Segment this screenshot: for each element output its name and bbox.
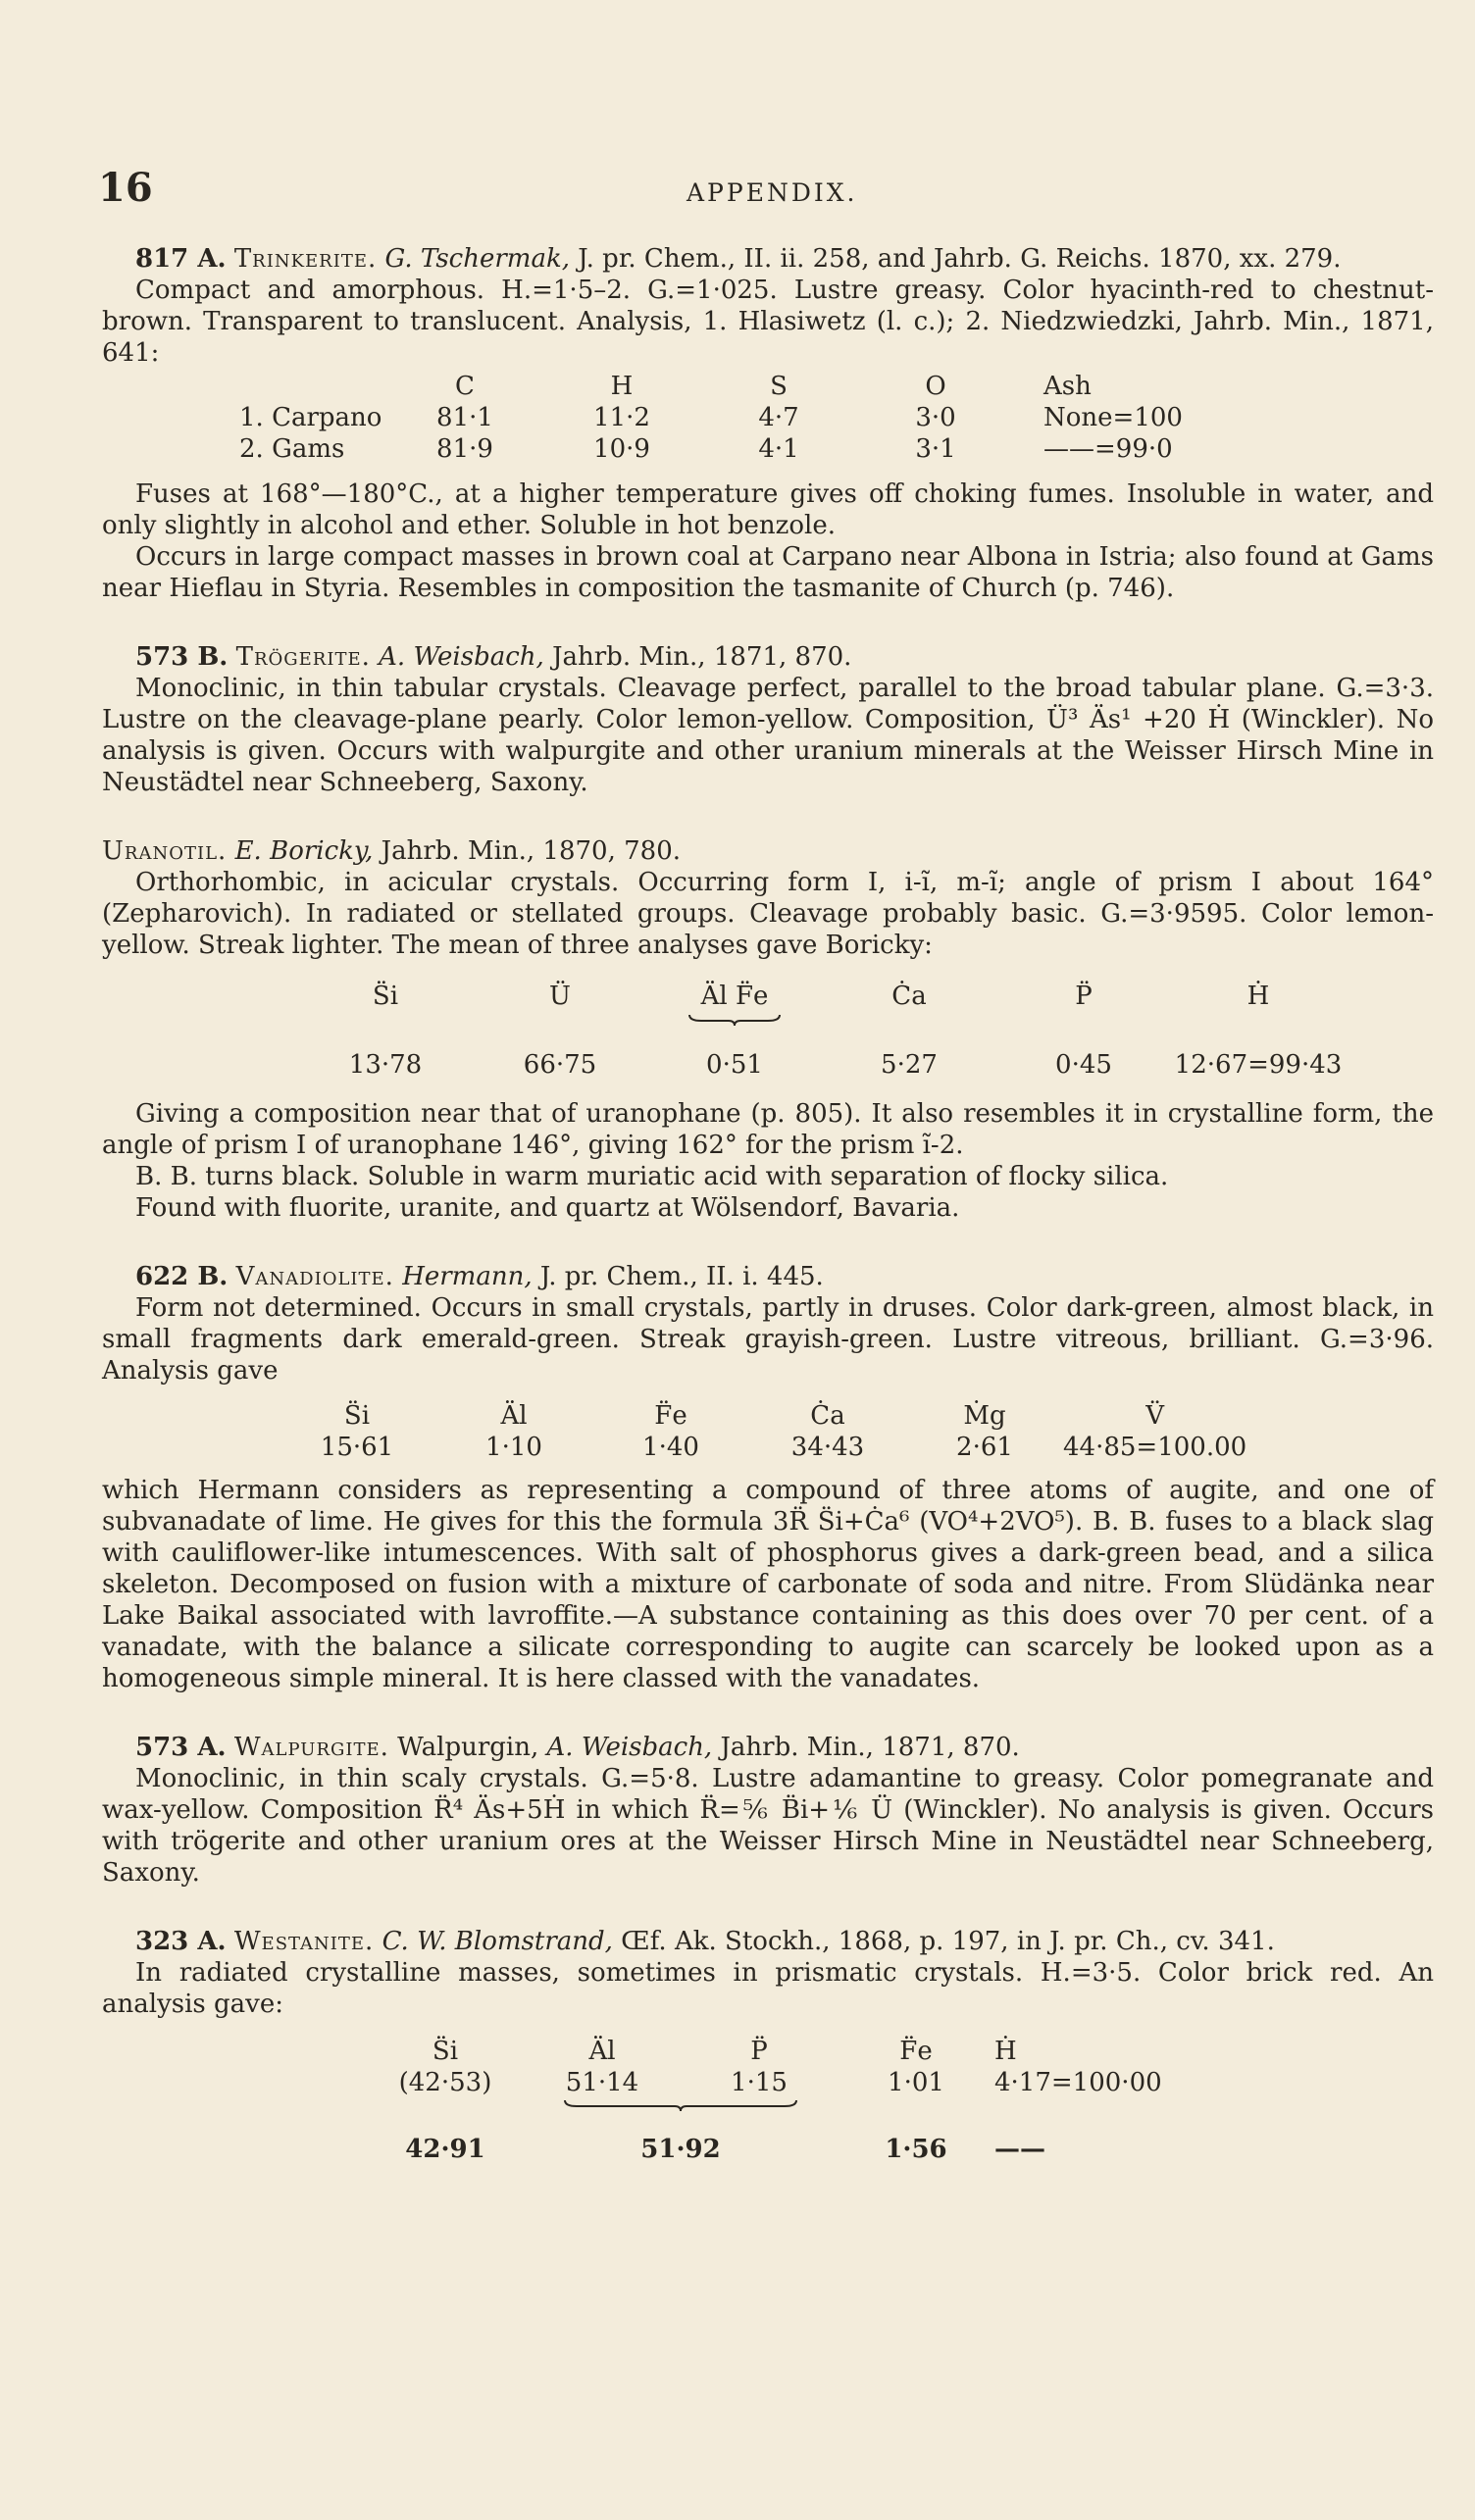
entry-heading: 817 A. Trinkerite. G. Tschermak, J. pr. Chem., II. ii. 258, and Jahrb. G. Reichs. 1870, xx. 279. <box>135 244 1342 274</box>
grouping-brace <box>647 1012 822 1028</box>
entry-heading: Uranotil. E. Boricky, Jahrb. Min., 1870, 780. <box>102 836 682 866</box>
page-number: 16 <box>98 165 153 211</box>
entry-uranotil <box>102 835 1434 1224</box>
paragraph: Fuses at 168°—180°C., at a higher temperature gives off choking fumes. Insoluble in water, and only slightly in alcohol and ether. Soluble in hot benzole. <box>102 479 1434 540</box>
analysis-table <box>367 2036 1191 2165</box>
table-row: 42·91 51·92 1·56 —— <box>405 2135 1045 2164</box>
table-row: 13·78 66·75 0·51 5·27 0·45 12·67=99·43 <box>348 1050 1343 1080</box>
paragraph: Occurs in large compact masses in brown coal at Carpano near Albona in Istria; also found at Gams near Hieflau in Styria. Resembles in composition the tasmanite of Church (p. 746). <box>102 542 1434 603</box>
paragraph: Monoclinic, in thin tabular crystals. Cleavage perfect, parallel to the broad tabular plane. G.=3·3. Lustre on the cleavage-plane pearly. Color lemon-yellow. Composition, Ü³ Äs¹ +20 Ḣ (Winckler). No analysis is given. Occurs with walpurgite and other uranium minerals at the Weisser Hirsch Mine in Neustädtel near Schneeberg, Saxony. <box>102 674 1434 797</box>
paragraph: Monoclinic, in thin scaly crystals. G.=5·8. Lustre adamantine to greasy. Color pomegranate and wax-yellow. Composition R̈⁴ Äs+5Ḣ in which R̈=⅚ B̈i+⅙ Ü (Winckler). No analysis is given. Occurs with trögerite and other uranium ores at the Weisser Hirsch Mine in Neustädtel near Schneeberg, Saxony. <box>102 1764 1434 1888</box>
entry-trogerite <box>102 641 1434 798</box>
grouping-brace <box>524 2098 838 2112</box>
paragraph: which Hermann considers as representing a compound of three atoms of augite, and one of subvanadate of lime. He gives for this the formula 3R̈ S̈i+Ċa⁶ (VO⁴+2VO⁵). B. B. fuses to a black slag with cauliflower-like intumescences. With salt of phosphorus gives a dark-green bead, and a silica skeleton. Decomposed on fusion with a mixture of carbonate of soda and nitre. From Slüdänka near Lake Baikal associated with lavroffite.—A substance containing as this does over 70 per cent. of a vanadate, with the balance a silicate corresponding to augite can scarcely be looked upon as a homogeneous simple mineral. It is here classed with the vanadates. <box>102 1476 1434 1693</box>
entry-heading: 622 B. Vanadiolite. Hermann, J. pr. Chem., II. i. 445. <box>135 1262 824 1291</box>
paragraph: Found with fluorite, uranite, and quartz at Wölsendorf, Bavaria. <box>135 1193 960 1223</box>
entry-heading: 323 A. Westanite. C. W. Blomstrand, Œf. Ak. Stockh., 1868, p. 197, in J. pr. Ch., cv. 341. <box>135 1927 1275 1956</box>
table-row: 1. Carpano 81·1 11·2 4·7 3·0 None=100 <box>239 403 1183 432</box>
paragraph: In radiated crystalline masses, sometimes in prismatic crystals. H.=3·5. Color brick red. An analysis gave: <box>102 1958 1434 2019</box>
table-row: 15·61 1·10 1·40 34·43 2·61 44·85=100.00 <box>320 1433 1247 1462</box>
table-row: (42·53) 51·14 1·15 1·01 4·17=100·00 <box>398 2068 1162 2097</box>
running-head: APPENDIX. <box>687 178 858 207</box>
table-header-row: S̈i Ü Äl F̈e Ċa P̈ Ḣ <box>372 982 1270 1011</box>
paragraph: Orthorhombic, in acicular crystals. Occurring form I, i-ĩ, m-ĩ; angle of prism I about 164° (Zepharovich). In radiated or stellated groups. Cleavage probably basic. G.=3·9595. Color lemon-yellow. Streak lighter. The mean of three analyses gave Boricky: <box>102 868 1434 960</box>
table-header-row: C H S O Ash <box>455 372 1092 401</box>
table-header-row: S̈i Äl F̈e Ċa Ṁg V̈ <box>343 1401 1164 1431</box>
table-row: 2. Gams 81·9 10·9 4·1 3·1 ——=99·0 <box>239 434 1173 464</box>
entry-westanite <box>102 1926 1434 2165</box>
entry-walpurgite <box>102 1732 1434 1889</box>
analysis-table <box>239 371 1240 465</box>
table-header-row: S̈i Äl P̈ F̈e Ḣ <box>432 2037 1017 2066</box>
entry-vanadiolite <box>102 1261 1434 1694</box>
entry-heading: 573 A. Walpurgite. Walpurgin, A. Weisbach, Jahrb. Min., 1871, 870. <box>135 1733 1020 1762</box>
page-body <box>102 243 1434 2165</box>
paragraph: Compact and amorphous. H.=1·5–2. G.=1·025. Lustre greasy. Color hyacinth-red to chestnut-brown. Transparent to translucent. Analysis, 1. Hlasiwetz (l. c.); 2. Niedzwiedzki, Jahrb. Min., 1871, 641: <box>102 276 1434 368</box>
entry-trinkerite <box>102 243 1434 604</box>
paragraph: B. B. turns black. Soluble in warm muriatic acid with separation of flocky silica. <box>135 1162 1169 1191</box>
analysis-table <box>279 1400 1246 1463</box>
paragraph: Giving a composition near that of uranophane (p. 805). It also resembles it in crystalline form, the angle of prism I of uranophane 146°, giving 162° for the prism ĩ-2. <box>102 1099 1434 1160</box>
analysis-table <box>298 981 1346 1081</box>
entry-heading: 573 B. Trögerite. A. Weisbach, Jahrb. Min., 1871, 870. <box>135 642 852 672</box>
paragraph: Form not determined. Occurs in small crystals, partly in druses. Color dark-green, almost black, in small fragments dark emerald-green. Streak grayish-green. Lustre vitreous, brilliant. G.=3·96. Analysis gave <box>102 1293 1434 1386</box>
